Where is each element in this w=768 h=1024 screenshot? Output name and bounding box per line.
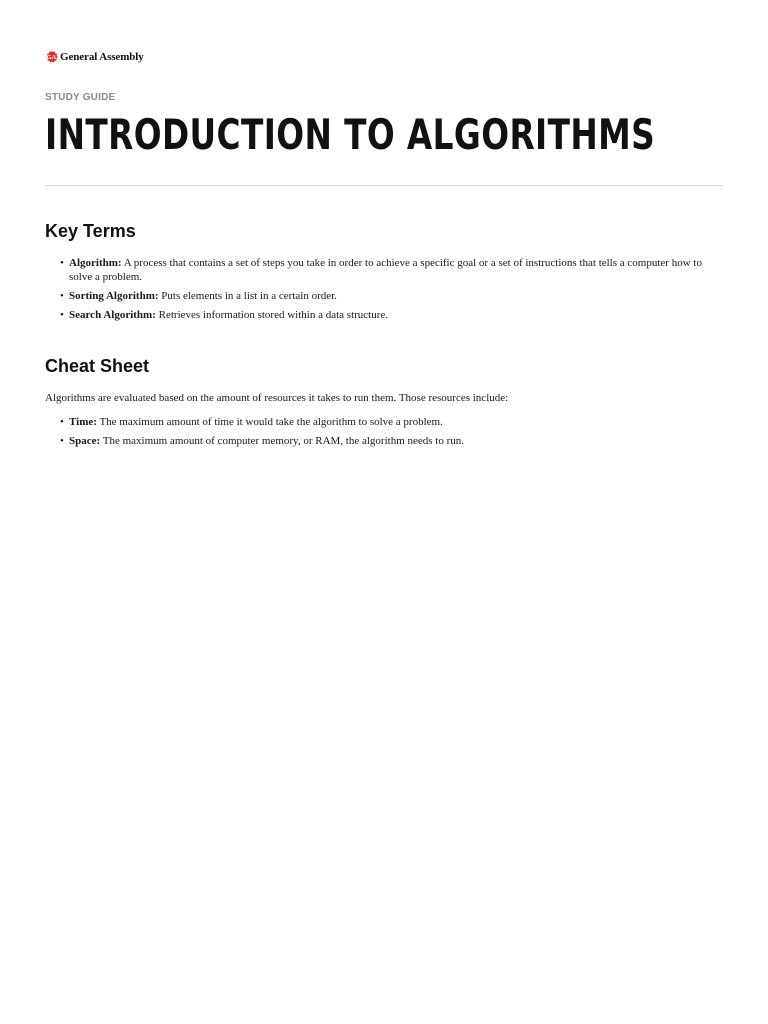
- term-definition: A process that contains a set of steps you take in order to achieve a specific goal or a set of instructions that tells a computer how to solve a problem.: [69, 257, 702, 283]
- bullet-icon: •: [60, 416, 64, 428]
- term-definition: Puts elements in a list in a certain order.: [158, 290, 337, 302]
- ga-logo-icon: [45, 50, 58, 63]
- bullet-icon: •: [60, 309, 64, 321]
- list-item: [45, 289, 723, 303]
- list-item: [45, 308, 723, 322]
- bullet-icon: •: [60, 435, 64, 447]
- bullet-icon: •: [60, 290, 64, 302]
- term-label: Algorithm:: [69, 257, 122, 269]
- cheat-sheet-intro: Algorithms are evaluated based on the amount of resources it takes to run them. Those resources include:: [45, 392, 509, 404]
- key-terms-heading: Key Terms: [45, 221, 136, 241]
- term-label: Search Algorithm:: [69, 309, 156, 321]
- term-label: Time:: [69, 416, 97, 428]
- cheat-sheet-list: [45, 415, 723, 453]
- list-item: [45, 415, 723, 429]
- brand-name: General Assembly: [60, 50, 144, 63]
- title-divider: [45, 185, 723, 186]
- key-terms-list: [45, 256, 723, 327]
- term-definition: Retrieves information stored within a data structure.: [155, 309, 389, 321]
- eyebrow-label: STUDY GUIDE: [45, 92, 116, 103]
- svg-text:GA: GA: [46, 53, 57, 61]
- list-item: [45, 256, 723, 284]
- brand[interactable]: [45, 50, 144, 63]
- term-definition: The maximum amount of time it would take the algorithm to solve a problem.: [96, 416, 443, 428]
- list-item: [45, 434, 723, 448]
- term-definition: The maximum amount of computer memory, or RAM, the algorithm needs to run.: [100, 435, 465, 447]
- term-label: Sorting Algorithm:: [69, 290, 159, 302]
- cheat-sheet-heading: Cheat Sheet: [45, 356, 150, 376]
- page-title: INTRODUCTION TO ALGORITHMS: [45, 110, 656, 159]
- bullet-icon: •: [60, 257, 64, 269]
- term-label: Space:: [69, 435, 101, 447]
